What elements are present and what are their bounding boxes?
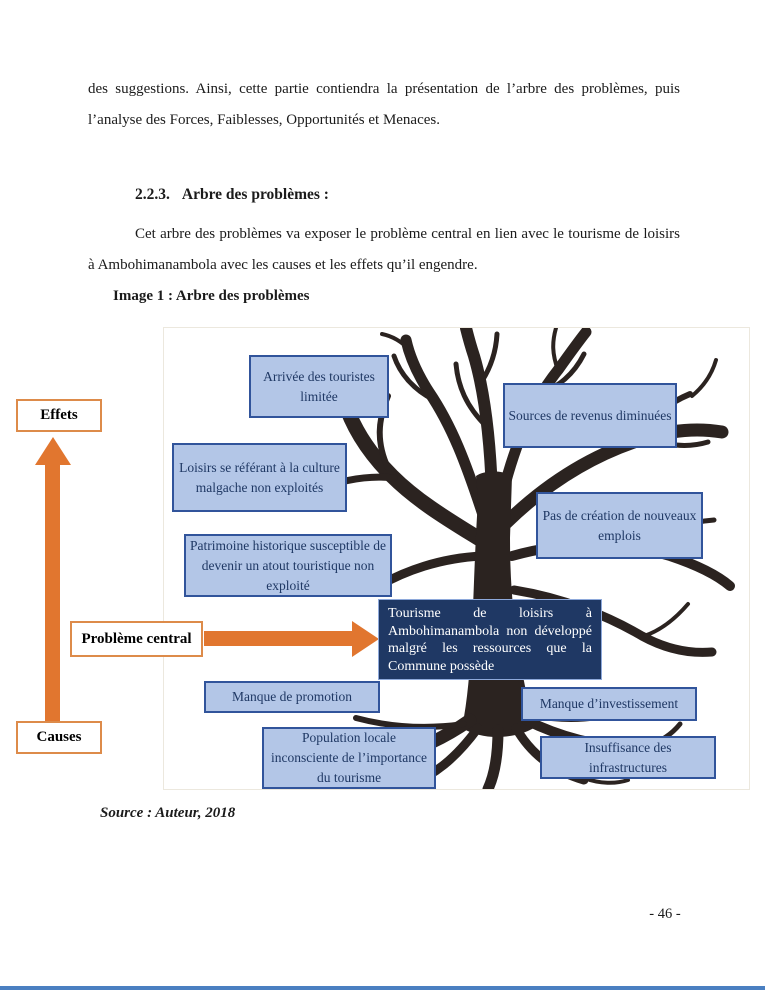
effect-box-text: Patrimoine historique susceptible de devenir un atout touristique non exploité [189,537,387,593]
cause-box-text: Insuffisance des infrastructures [584,739,672,775]
causes-label: Causes [36,729,82,745]
central-problem-label-box [70,621,203,657]
causes-label-box [16,721,102,754]
effect-box-creation-emplois [536,492,703,559]
effects-label-box [16,399,102,432]
central-problem-arrow-head [352,621,379,657]
image-caption: Image 1 : Arbre des problèmes [113,288,310,304]
source-note: Source : Auteur, 2018 [100,805,236,821]
cause-box-population-locale [262,727,436,789]
central-problem-label: Problème central [81,630,192,647]
central-problem-arrow-shaft [204,631,353,646]
effect-box-text: Arrivée des touristes limitée [263,368,375,404]
central-problem-text: Tourisme de loisirs à Ambohimanambola non développé malgré les ressources que la Commune possède [388,606,592,674]
causes-to-effects-arrow-head [35,437,71,465]
cause-box-manque-promotion [204,681,380,713]
effect-box-text: Sources de revenus diminuées [508,407,672,423]
cause-box-manque-investissement [521,687,697,721]
page-number: - 46 - [649,906,681,922]
effect-box-text: Pas de création de nouveaux emplois [542,507,697,543]
causes-to-effects-arrow-shaft [45,463,60,722]
cause-box-text: Manque de promotion [232,689,352,704]
effect-box-arrivee-touristes [249,355,389,418]
paragraph-description: Cet arbre des problèmes va exposer le problème central en lien avec le tourisme de loisirs à Ambohimanambola avec les causes et les effets qu’il engendre. [88,226,680,273]
cause-box-insuffisance-infrastructures [540,736,716,779]
effects-label: Effets [40,407,78,423]
cause-box-text: Population locale inconsciente de l’importance du tourisme [271,730,427,785]
effect-box-loisirs-culture [172,443,347,512]
paragraph-intro: des suggestions. Ainsi, cette partie contiendra la présentation de l’arbre des problèmes, puis l’analyse des Forces, Faiblesses, Opportunités et Menaces. [88,81,680,128]
effect-box-text: Loisirs se référant à la culture malgache non exploités [179,459,340,495]
bottom-edge-bar [0,986,765,990]
effect-box-patrimoine-historique [184,534,392,597]
section-title: Arbre des problèmes : [181,186,329,203]
section-number: 2.2.3. [135,186,170,203]
cause-box-text: Manque d’investissement [539,696,679,711]
effect-box-sources-revenus [503,383,677,448]
central-problem-box [378,599,602,680]
